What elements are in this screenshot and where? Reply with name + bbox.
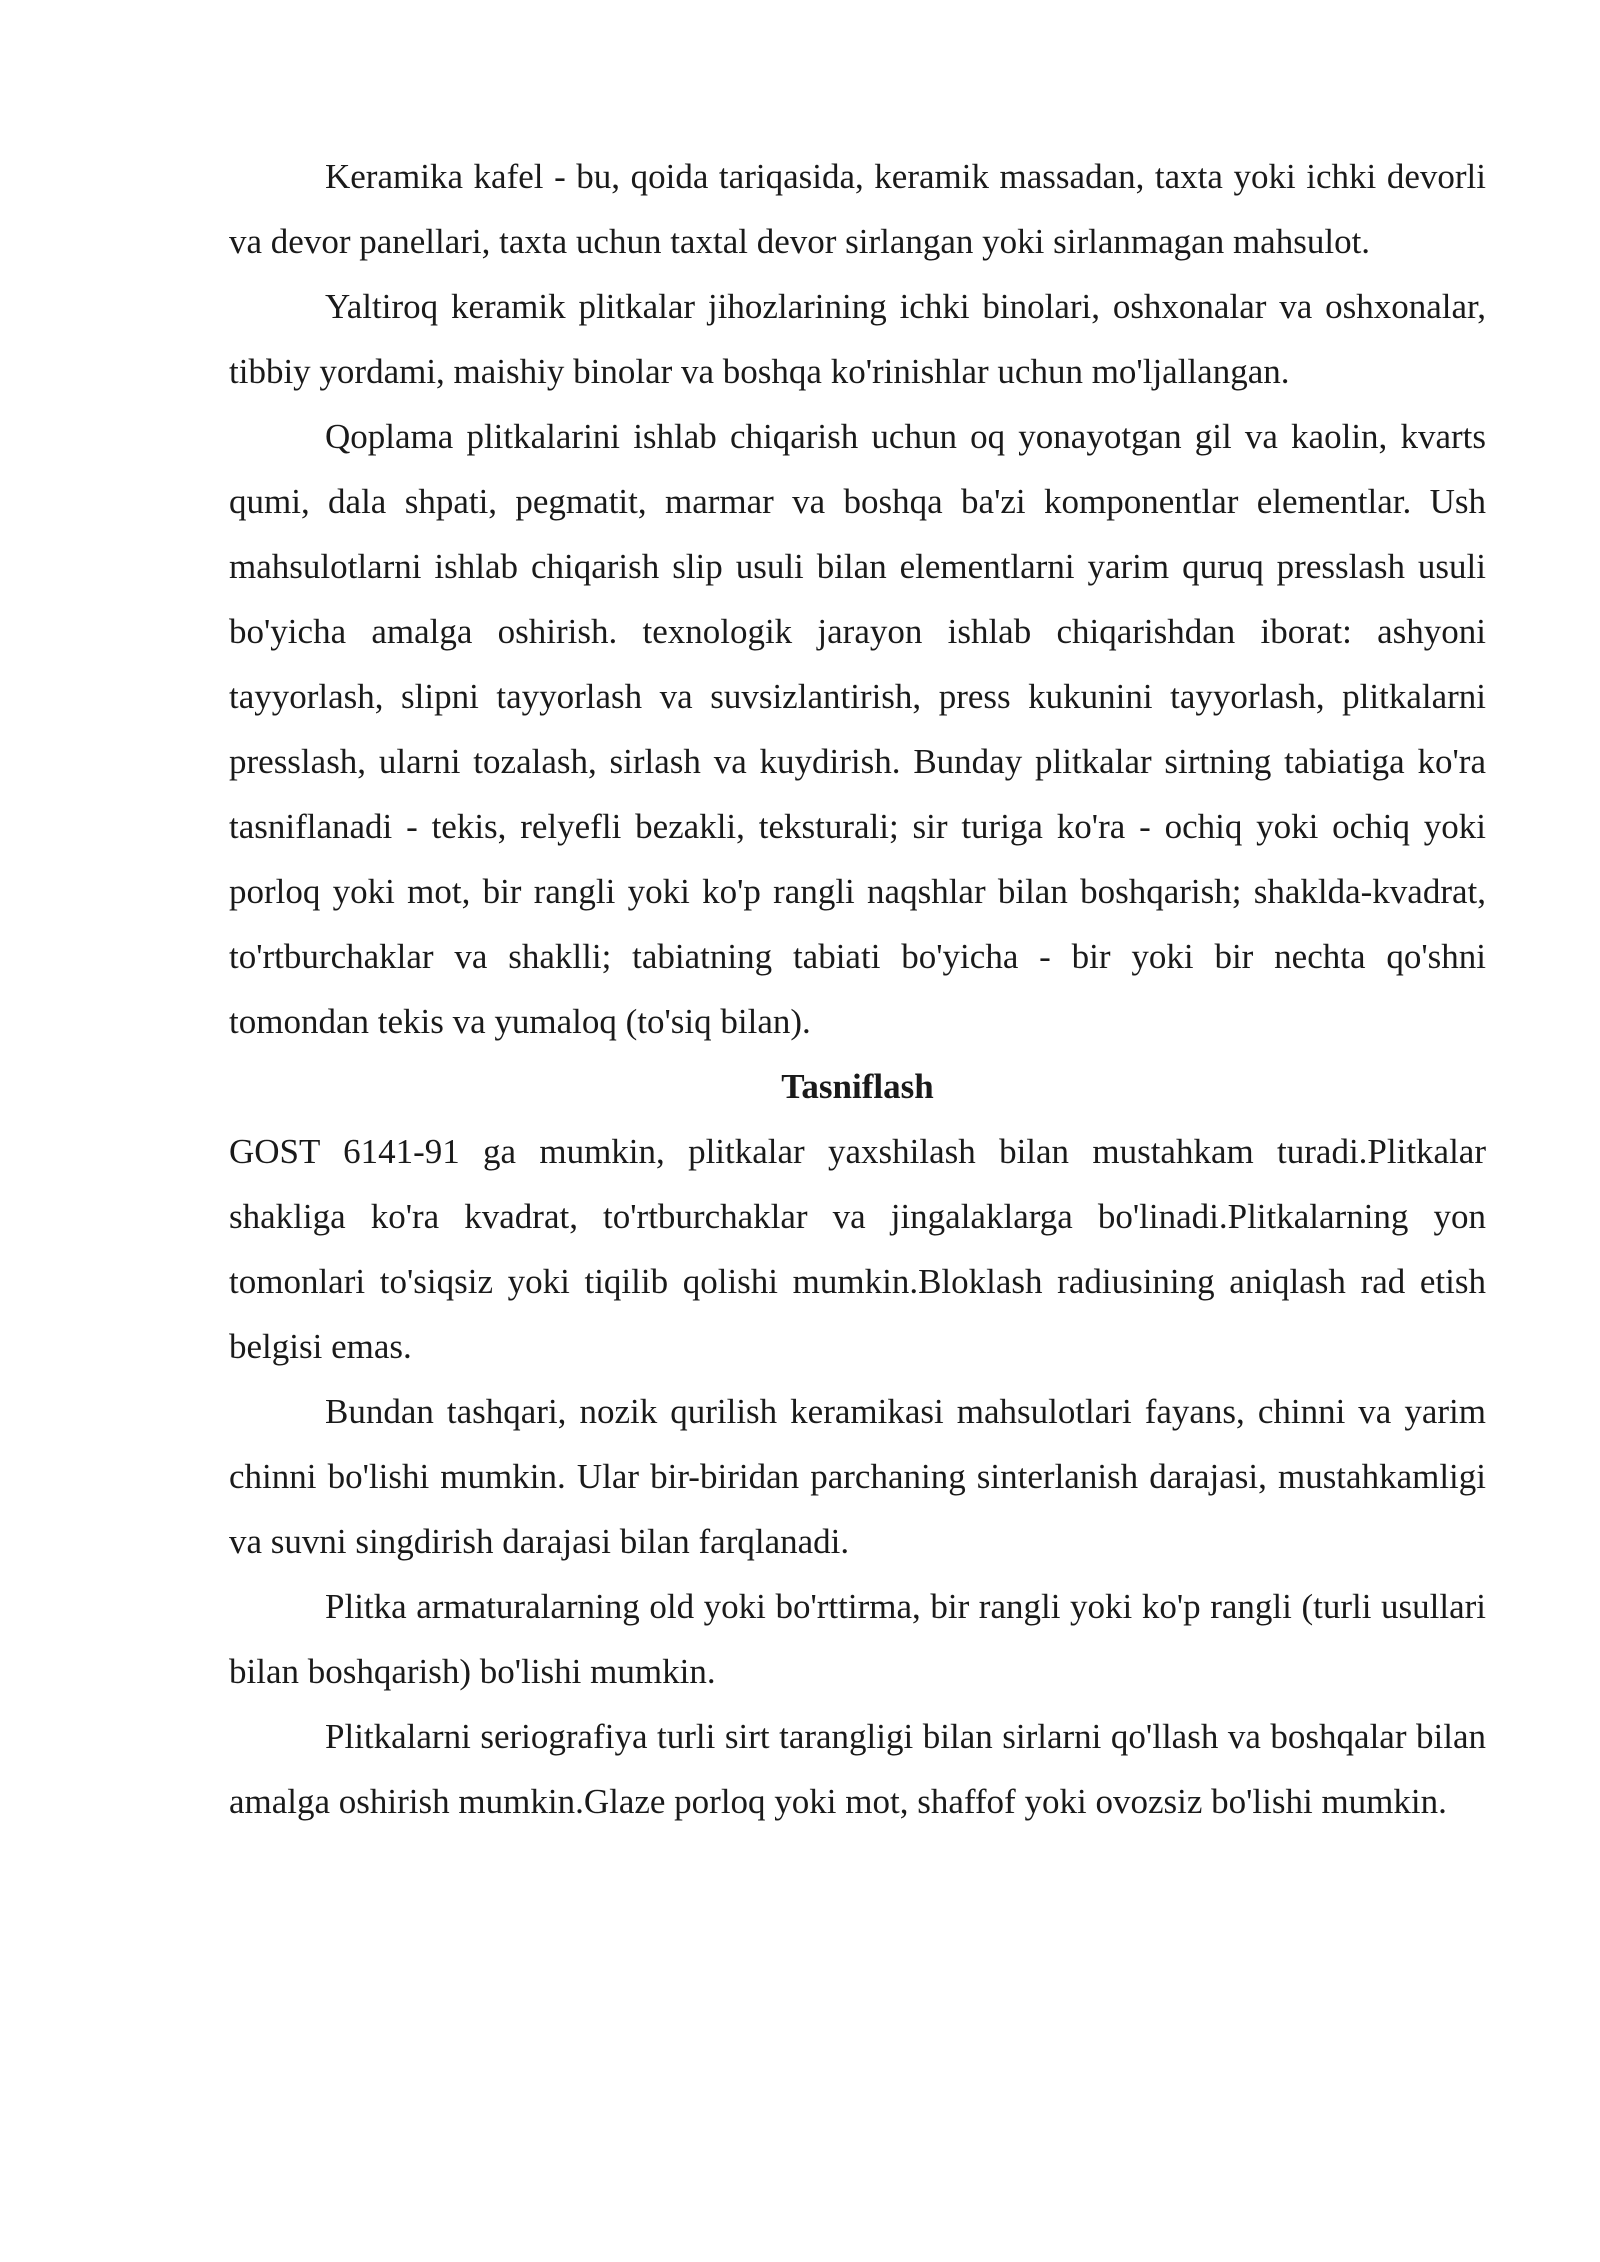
paragraph-serigraphy-glaze: Plitkalarni seriografiya turli sirt tarangligi bilan sirlarni qo'llash va boshqalar bilan amalga oshirish mumkin.Glaze porloq yoki mot, shaffof yoki ovozsiz bo'lishi mumkin. <box>229 1717 1486 1821</box>
paragraph-fine-ceramics-types: Bundan tashqari, nozik qurilish keramikasi mahsulotlari fayans, chinni va yarim chinni bo'lishi mumkin. Ular bir-biridan parchaning sinterlanish darajasi, mustahkamligi va suvni singdirish darajasi bilan farqlanadi. <box>229 1392 1486 1561</box>
section-heading: Tasniflash <box>781 1067 934 1106</box>
paragraph-tile-fittings: Plitka armaturalarning old yoki bo'rttirma, bir rangli yoki ko'p rangli (turli usullari bilan boshqarish) bo'lishi mumkin. <box>229 1587 1486 1691</box>
paragraph-glazed-tiles-purpose: Yaltiroq keramik plitkalar jihozlarining ichki binolari, oshxonalar va oshxonalar, tibbiy yordami, maishiy binolar va boshqa ko'rinishlar uchun mo'ljallangan. <box>229 287 1486 391</box>
paragraph-gost-classification: GOST 6141-91 ga mumkin, plitkalar yaxshilash bilan mustahkam turadi.Plitkalar shakliga ko'ra kvadrat, to'rtburchaklar va jingalaklarga bo'linadi.Plitkalarning yon tomonlari to'siqsiz yoki tiqilib qolishi mumkin.Bloklash radiusining aniqlash rad etish belgisi emas. <box>229 1132 1486 1366</box>
document-body <box>229 144 1486 1834</box>
paragraph-ceramic-tile-definition: Keramika kafel - bu, qoida tariqasida, keramik massadan, taxta yoki ichki devorli va devor panellari, taxta uchun taxtal devor sirlangan yoki sirlanmagan mahsulot. <box>229 157 1486 261</box>
paragraph-production-process: Qoplama plitkalarini ishlab chiqarish uchun oq yonayotgan gil va kaolin, kvarts qumi, dala shpati, pegmatit, marmar va boshqa ba'zi komponentlar elementlar. Ush mahsulotlarni ishlab chiqarish slip usuli bilan elementlarni yarim quruq presslash usuli bo'yicha amalga oshirish. texnologik jarayon ishlab chiqarishdan iborat: ashyoni tayyorlash, slipni tayyorlash va suvsizlantirish, press kukunini tayyorlash, plitkalarni presslash, ularni tozalash, sirlash va kuydirish. Bunday plitkalar sirtning tabiatiga ko'ra tasniflanadi - tekis, relyefli bezakli, teksturali; sir turiga ko'ra - ochiq yoki ochiq yoki porloq yoki mot, bir rangli yoki ko'p rangli naqshlar bilan boshqarish; shaklda-kvadrat, to'rtburchaklar va shaklli; tabiatning tabiati bo'yicha - bir yoki bir nechta qo'shni tomondan tekis va yumaloq (to'siq bilan). <box>229 417 1486 1041</box>
